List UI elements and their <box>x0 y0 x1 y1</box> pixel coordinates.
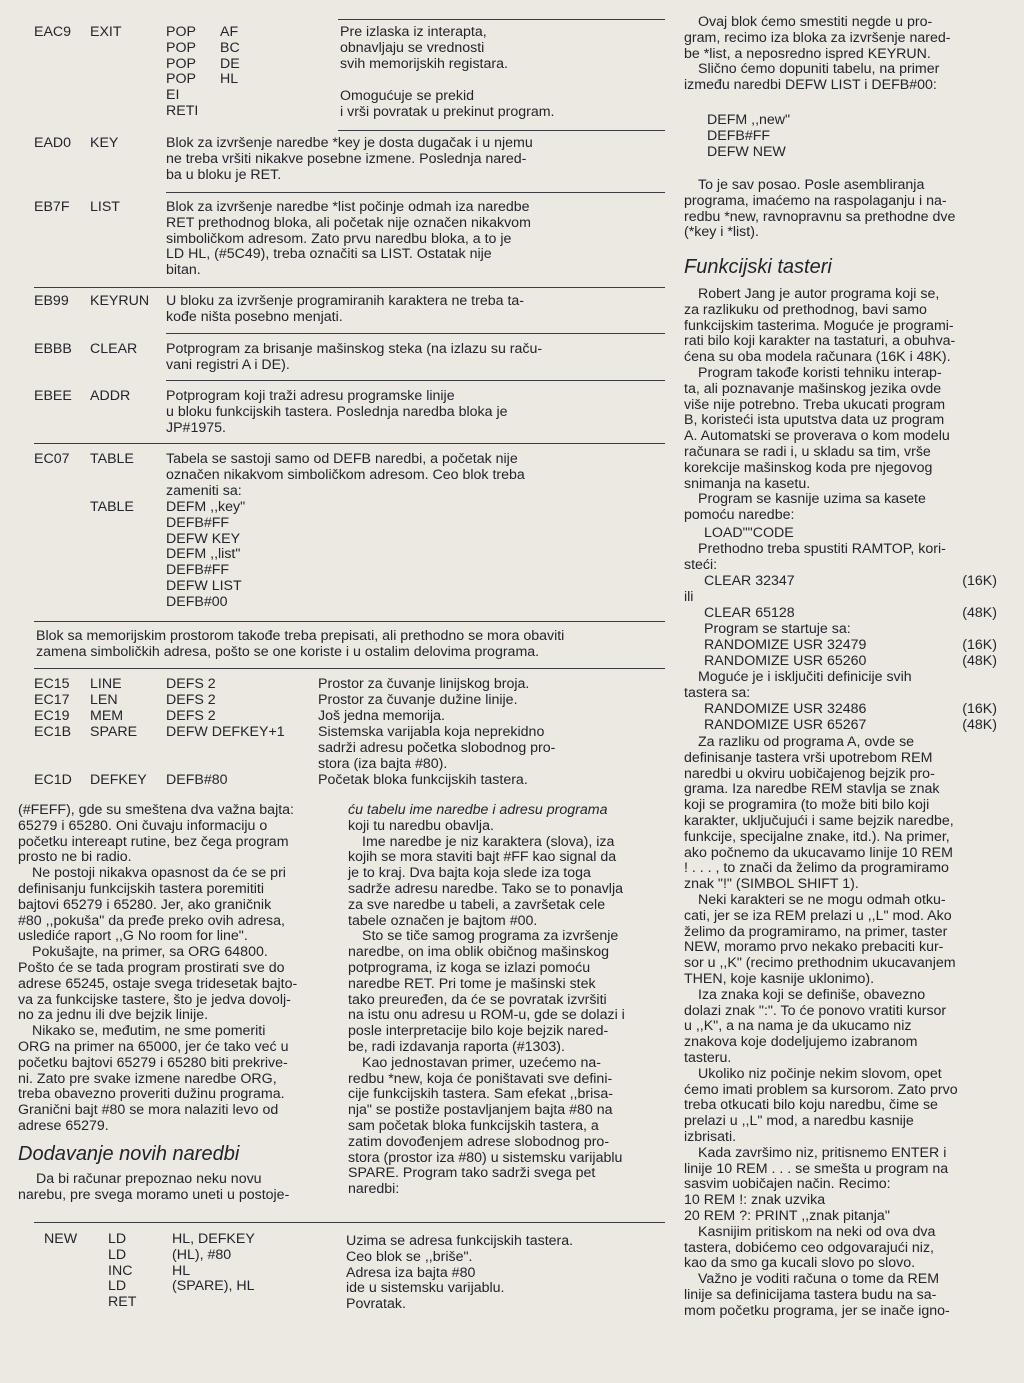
rule-newcode-top <box>34 1222 665 1223</box>
addr-table: EC07 <box>34 451 70 467</box>
name-key: KEY <box>90 135 119 151</box>
t2-op: DEFS 2 <box>166 692 216 708</box>
name-exit: EXIT <box>90 24 122 40</box>
col3-rand1: RANDOMIZE USR 32479 (16K) <box>704 637 997 653</box>
col3-ili: ili <box>684 589 694 605</box>
name-clear: CLEAR <box>90 341 138 357</box>
col3-rand4: RANDOMIZE USR 65267 (48K) <box>704 717 997 733</box>
col3-p9: Za razliku od programa A, ovde se definisanje tastera vrši upotrebom REM naredbi u okviru uobičajenog bejzik pro- grama. Iza naredbe REM stavlja se znak koji se programira (to može biti bilo koji karakter, uključujući i same bejzik naredbe, funkcije, specijalne znake, itd.). Na primer, ako počnemo da ukucavamo linije 10 REM ! . . . , to znači da želimo da programiramo znak "!" (SIMBOL SHIFT 1). <box>684 734 954 893</box>
t2-name: LINE <box>90 676 122 692</box>
t2-addr: EC15 <box>34 676 70 692</box>
col3-p6: Program se kasnije uzima sa kasete pomoću naredbe: <box>684 491 926 524</box>
heading-funkcijski: Funkcijski tasteri <box>684 256 832 278</box>
col3-p7: Prethodno treba spustiti RAMTOP, kori- steći: <box>684 541 946 573</box>
col3-p13: Kada završimo niz, pritisnemo ENTER i linije 10 REM . . . se smešta u program na sasvim uobičajen način. Recimo: <box>684 1144 949 1193</box>
col3-code1: DEFM ,,new" DEFB#FF DEFW NEW <box>707 112 791 160</box>
addr-addr: EBEE <box>34 388 72 404</box>
col3-mid <box>684 287 1001 524</box>
name-list: LIST <box>90 199 120 215</box>
rule-8 <box>34 668 665 669</box>
col3-p12: Ukoliko niz počinje nekim slovom, opet ćemo imati problem sa kursorom. Zato prvo treba otkucati bilo koju naredbu, čime se prelazi u ,,L" mod, a naredbu kasnije izbrisati. <box>684 1065 958 1145</box>
rule-2 <box>166 192 665 193</box>
t2-addr: EC1D <box>34 772 72 788</box>
t2-cmt: Prostor za čuvanje dužine linije. <box>318 692 518 708</box>
rule-7 <box>34 621 665 622</box>
newcode-comments: Uzima se adresa funkcijskih tastera. Ceo blok se ,,briše". Adresa iza bajta #80 ide u sistemsku varijablu. Povratak. <box>346 1233 574 1313</box>
rule-4 <box>166 333 665 334</box>
newcode-label: NEW <box>44 1231 78 1247</box>
col1-p5: Da bi računar prepoznao neku novu narebu, pre svega moramo uneti u postoje- <box>18 1171 290 1203</box>
addr-clear: EBBB <box>34 341 72 357</box>
name-table: TABLE <box>90 451 134 467</box>
col3-ex1: 10 REM !: znak uzvika <box>684 1192 826 1209</box>
row-key <box>0 136 670 186</box>
desc-addr: Potprogram koji traži adresu programske linije u bloku funkcijskih tastera. Poslednja naredba bloka je JP#1975. <box>166 388 508 436</box>
col3-top <box>684 15 1001 94</box>
ops-exit: POP POP POP POP EI RETI <box>166 24 199 119</box>
col3-p10: Neki karakteri se ne mogu odmah otku- cati, jer se iza REM prelazi u ,,L" mod. Ako želimo da programiramo, na primer, taster NEW, moramo prvo nekako prebaciti kur- sor u ,,K" (recimo prethodnim ukucavanjem THEN, koje kasnije uklonimo). <box>684 891 956 987</box>
t2-name: LEN <box>90 692 118 708</box>
col3-p8: Moguće je i isključiti definicije svih tastera sa: <box>684 669 912 701</box>
col3-p3: To je sav posao. Posle asembliranja programa, imaćemo na raspolaganju i na- redbu *new, ravnopravnu sa prethodne dve (*key i *list). <box>684 177 956 241</box>
col3-p1: Ovaj blok ćemo smestiti negde u pro- gram, recimo iza bloka za izvršenje nared- be *list, a neposredno ispred KEYRUN. <box>684 14 951 62</box>
row-exit <box>0 25 670 125</box>
desc-table: Tabela se sastoji samo od DEFB naredbi, a početak nije označen nikakvom simboličkom adresom. Ceo blok treba zameniti sa: <box>166 451 525 499</box>
col1-text <box>18 803 329 1135</box>
col3-rand3: RANDOMIZE USR 32486 (16K) <box>704 701 997 717</box>
col3-p5: Program takođe koristi tehniku interap- ta, ali poznavanje mašinskog jezika ovde više nije potrebno. Treba ukucati program B, koristeći ista uputstva data uz program A. Automatski se proverava o kom modelu računara se radi i, u skladu sa tim, vrše korekcije mašinskog koda pre njegovog snimanja na kasetu. <box>684 364 950 492</box>
addr-keyrun: EB99 <box>34 293 69 309</box>
desc-list: Blok za izvršenje naredbe *list počinje odmah iza naredbe RET prethodnog bloka, ali početak nije označen nikakvom simboličkom adresom. Zato prvu naredbu bloka, a to je LD HL, (#5C49), treba označiti sa LIST. Ostatak nije bitan. <box>166 199 531 279</box>
col3-bottom <box>684 735 1001 1319</box>
col3-p15: Važno je voditi računa o tome da REM linije sa definicijama tastera budu na sa- mom početku programa, jer se inače igno- <box>684 1271 950 1319</box>
row-list <box>0 200 670 282</box>
rule-top <box>338 19 665 20</box>
col3-clear16: CLEAR 32347 (16K) <box>704 573 997 589</box>
rule-6 <box>34 443 665 444</box>
row-table <box>0 452 670 612</box>
col3-start: Program se startuje sa: <box>704 621 851 637</box>
t2-cmt-multi: Sistemska varijabla koja neprekidno sadrži adresu početka slobodnog pro- stora (iza bajta #80). <box>318 724 556 772</box>
args-exit: AF BC DE HL <box>220 24 240 88</box>
t2-name: SPARE <box>90 724 138 740</box>
t2-addr: EC1B <box>34 724 72 740</box>
col2-p3: Sto se tiče samog programa za izvršenje naredbe, on ima oblik običnog mašinskog potprograma, iz koga se izlazi pomoću naredbe RET. Pri tome je mašinski stek tako preuređen, da će se povratak izvršiti na istu onu adresu u ROM-u, gde se dolazi i posle interpretacije bilo koje bejzik nared- be, radi izdavanja raporta (#1303). <box>348 928 625 1055</box>
col3-p2: Slično ćemo dopuniti tabelu, na primer između naredbi DEFW LIST i DEFB#00: <box>684 61 940 94</box>
row-clear <box>0 342 670 376</box>
desc-clear: Potprogram za brisanje mašinskog steka (na izlazu su raču- vani registri A i DE). <box>166 341 543 373</box>
col3-ex2: 20 REM ?: PRINT ,,znak pitanja" <box>684 1207 890 1224</box>
col3-rand2: RANDOMIZE USR 65260 (48K) <box>704 653 997 669</box>
name-addr: ADDR <box>90 388 131 404</box>
col1-p3: Pokušajte, na primer, sa ORG 64800. Pošto će se tada program prostirati sve do adrese 65245, ostaje svega tridesetak bajto- va za funkcijske tastere, što je jedva dovolj- no za jednu ili dve bejzik linije. <box>18 944 298 1024</box>
t2-op: DEFB#80 <box>166 772 228 788</box>
comment-exit-1: Pre izlaska iz interapta, obnavljaju se vrednosti svih memorijskih registara. <box>340 24 508 72</box>
name-keyrun: KEYRUN <box>90 293 150 309</box>
addr-list: EB7F <box>34 199 70 215</box>
col2-p2: Ime naredbe je niz karaktera (slova), iza kojih se mora staviti bajt #FF kao signal da je to kraj. Dva bajta koja slede iza toga sadrže adresu naredbe. Tako se to ponavlja za sve naredbe u tabeli, a završetak cele tabele označen je bajtom #00. <box>348 833 623 929</box>
desc-key: Blok za izvršenje naredbe *key je dosta dugačak i u njemu ne treba vršiti nikakve posebne izmene. Poslednja nared- ba u bloku je RET. <box>166 135 533 183</box>
col3-load: LOAD""CODE <box>704 525 794 541</box>
t2-op: DEFS 2 <box>166 676 216 692</box>
t2-name: MEM <box>90 708 124 724</box>
col1-p2: Ne postoji nikakva opasnost da će se pri definisanju funkcijskih tastera poremititi bajtovi 65279 i 65280. Jer, ako graničnik #80 ,,pokuša" da pređe preko ovih adresa, uslediće raport ,,G No room for line". <box>18 865 286 945</box>
t2-cmt: Još jedna memorija. <box>318 708 445 724</box>
t2-addr: EC19 <box>34 708 70 724</box>
code-table: DEFM ,,key" DEFB#FF DEFW KEY DEFM ,,list" DEFB#FF DEFW LIST DEFB#00 <box>166 499 246 610</box>
rule-3 <box>34 287 665 288</box>
note-paragraph: Blok sa memorijskim prostorom takođe treba prepisati, ali prethodno se mora obaviti zamena simboličkih adresa, pošto se one koriste i u ostalim delovima programa. <box>36 628 565 660</box>
col3-clear48: CLEAR 65128 (48K) <box>704 605 997 621</box>
col1-p4: Nikako se, međutim, ne sme pomeriti ORG na primer na 65000, jer će tako već u početku bajtovi 65279 i 65280 biti prekrive- ni. Zato pre svake izmene naredbe ORG, treba obavezno proveriti dužinu programa. Granični bajt #80 se mora nalaziti levo od adrese 65279. <box>18 1023 289 1134</box>
col2-p1: ću tabelu ime naredbe i adresu programa koji tu naredbu obavlja. <box>348 802 608 834</box>
rule-5 <box>166 380 665 381</box>
t2-addr: EC17 <box>34 692 70 708</box>
desc-keyrun: U bloku za izvršenje programiranih karaktera ne treba ta- kođe ništa posebno menjati. <box>166 293 525 325</box>
col3-p14: Kasnijim pritiskom na neki od ova dva tastera, dobićemo ceo odgovarajući niz, kao da smo ga kucali slovo po slovo. <box>684 1223 936 1272</box>
col3-p4: Robert Jang je autor programa koji se, za razlikuku od prethodnog, bavi samo funkcijskim tasterima. Moguće je programi- rati bilo koji karakter na tastaturi, a obuhva- ćena su oba modela računara (16K i 48K). <box>684 286 956 366</box>
name-table-2: TABLE <box>90 499 134 515</box>
col1-p1: (#FEFF), gde su smeštena dva važna bajta: 65279 i 65280. Oni čuvaju informaciju o početku intereapt rutine, bez čega program prosto ne bi radio. <box>18 802 294 866</box>
addr-exit: EAC9 <box>34 24 72 40</box>
t2-name: DEFKEY <box>90 772 147 788</box>
addr-key: EAD0 <box>34 135 72 151</box>
t2-cmt: Početak bloka funkcijskih tastera. <box>318 772 528 788</box>
rule-1 <box>338 130 665 131</box>
newcode-ops: LD LD INC LD RET <box>108 1231 137 1311</box>
row-addr <box>0 389 670 439</box>
newcode-args: HL, DEFKEY (HL), #80 HL (SPARE), HL <box>172 1231 255 1295</box>
col2-text <box>348 803 664 1198</box>
row-keyrun <box>0 294 670 328</box>
t2-op: DEFW DEFKEY+1 <box>166 724 285 740</box>
t2-op: DEFS 2 <box>166 708 216 724</box>
col3-p11: Iza znaka koji se definiše, obavezno dolazi znak ":". To će ponovo vratiti kursor u ,,K", a na nama je da ukucamo niz znakova koje dodeljujemo izabranom tasteru. <box>684 986 947 1066</box>
comment-exit-2: Omogućuje se prekid i vrši povratak u prekinut program. <box>340 88 555 120</box>
table2 <box>0 677 670 792</box>
col2-p4: Kao jednostavan primer, uzećemo na- redbu *new, koja će poništavati sve defini- cije funkcijskih tastera. Sam efekat ,,brisa- nja" se postiže postavljanjem bajta #80 na sam početak bloka funkcijskih tastera, a zatim dovođenjem adrese slobodnog pro- stora (prostor iza #80) u sistemsku varijablu SPARE. Program tako sadrži svega pet naredbi: <box>348 1054 623 1198</box>
heading-dodavanje: Dodavanje novih naredbi <box>18 1143 240 1165</box>
newcode-block <box>0 1232 670 1314</box>
t2-cmt: Prostor za čuvanje linijskog broja. <box>318 676 530 692</box>
